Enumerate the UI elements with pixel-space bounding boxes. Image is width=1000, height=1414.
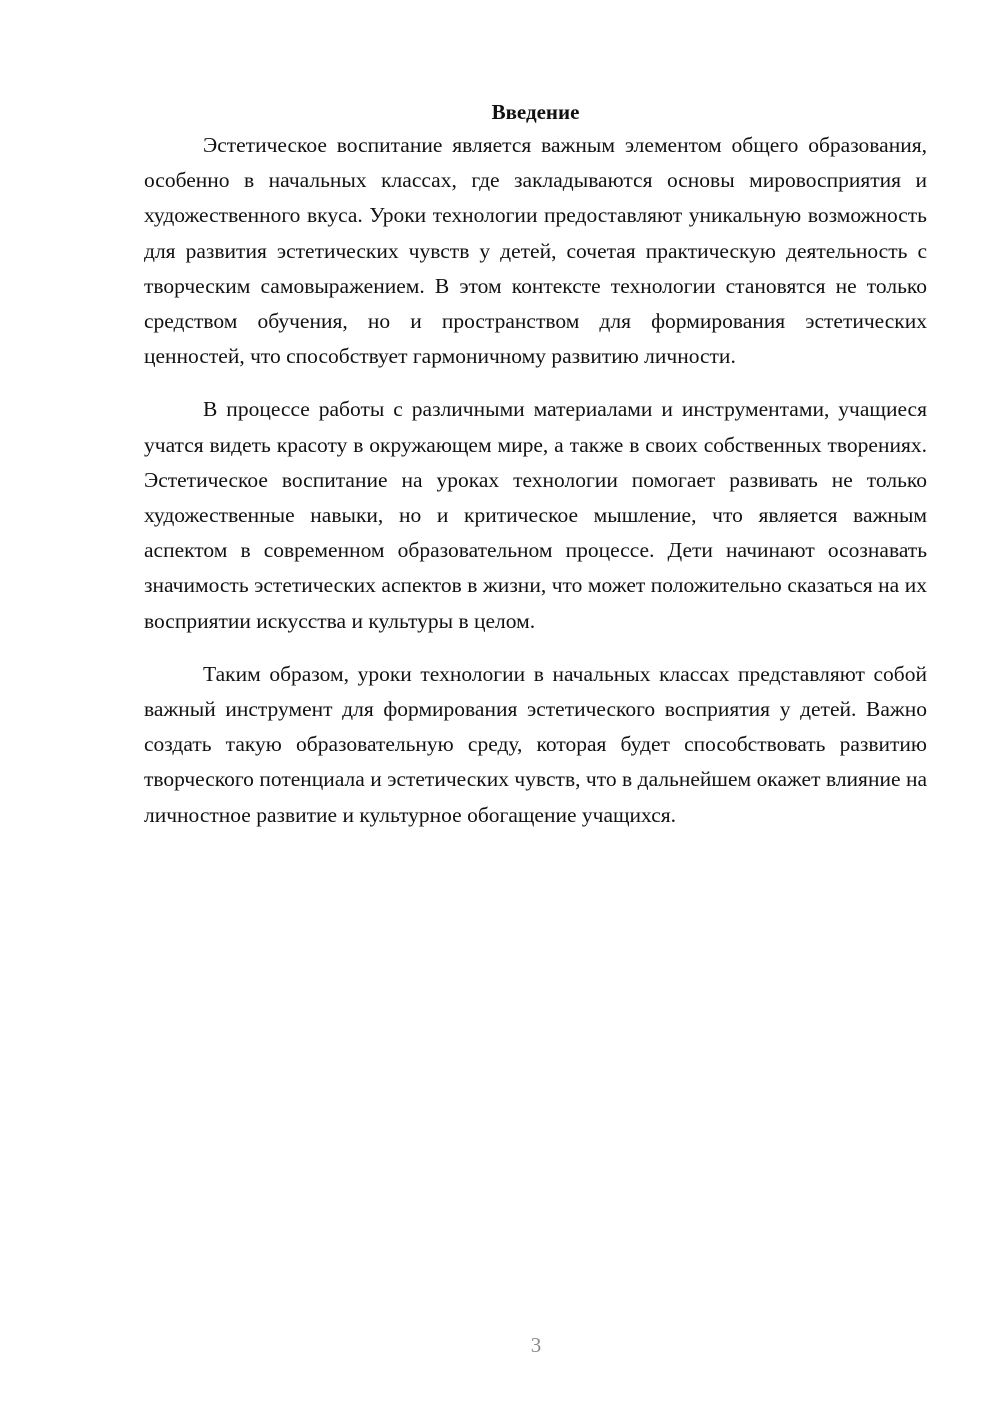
paragraph-3: Таким образом, уроки технологии в начальных классах представляют собой важный инструмент для формирования эстетического восприятия у детей. Важно создать такую образовательную среду, которая будет способствовать развитию творческого потенциала и эстетических чувств, что в дальнейшем окажет влияние на личностное развитие и культурное обогащение учащихся. xyxy=(144,661,927,827)
paragraph-2: В процессе работы с различными материалами и инструментами, учащиеся учатся видеть красоту в окружающем мире, а также в своих собственных творениях. Эстетическое воспитание на уроках технологии помогает развивать не только художественные навыки, но и критическое мышление, что является важным аспектом в современном образовательном процессе. Дети начинают осознавать значимость эстетических аспектов в жизни, что может положительно сказаться на их восприятии искусства и культуры в целом. xyxy=(144,397,927,633)
paragraph-1: Эстетическое воспитание является важным элементом общего образования, особенно в начальных классах, где закладываются основы мировосприятия и художественного вкуса. Уроки технологии предоставляют уникальную возможность для развития эстетических чувств у детей, сочетая практическую деятельность с творческим самовыражением. В этом контексте технологии становятся не только средством обучения, но и пространством для формирования эстетических ценностей, что способствует гармоничному развитию личности. xyxy=(144,133,927,369)
page-number: 3 xyxy=(530,1333,542,1357)
page-content xyxy=(144,95,927,851)
section-heading: Введение xyxy=(491,100,580,124)
